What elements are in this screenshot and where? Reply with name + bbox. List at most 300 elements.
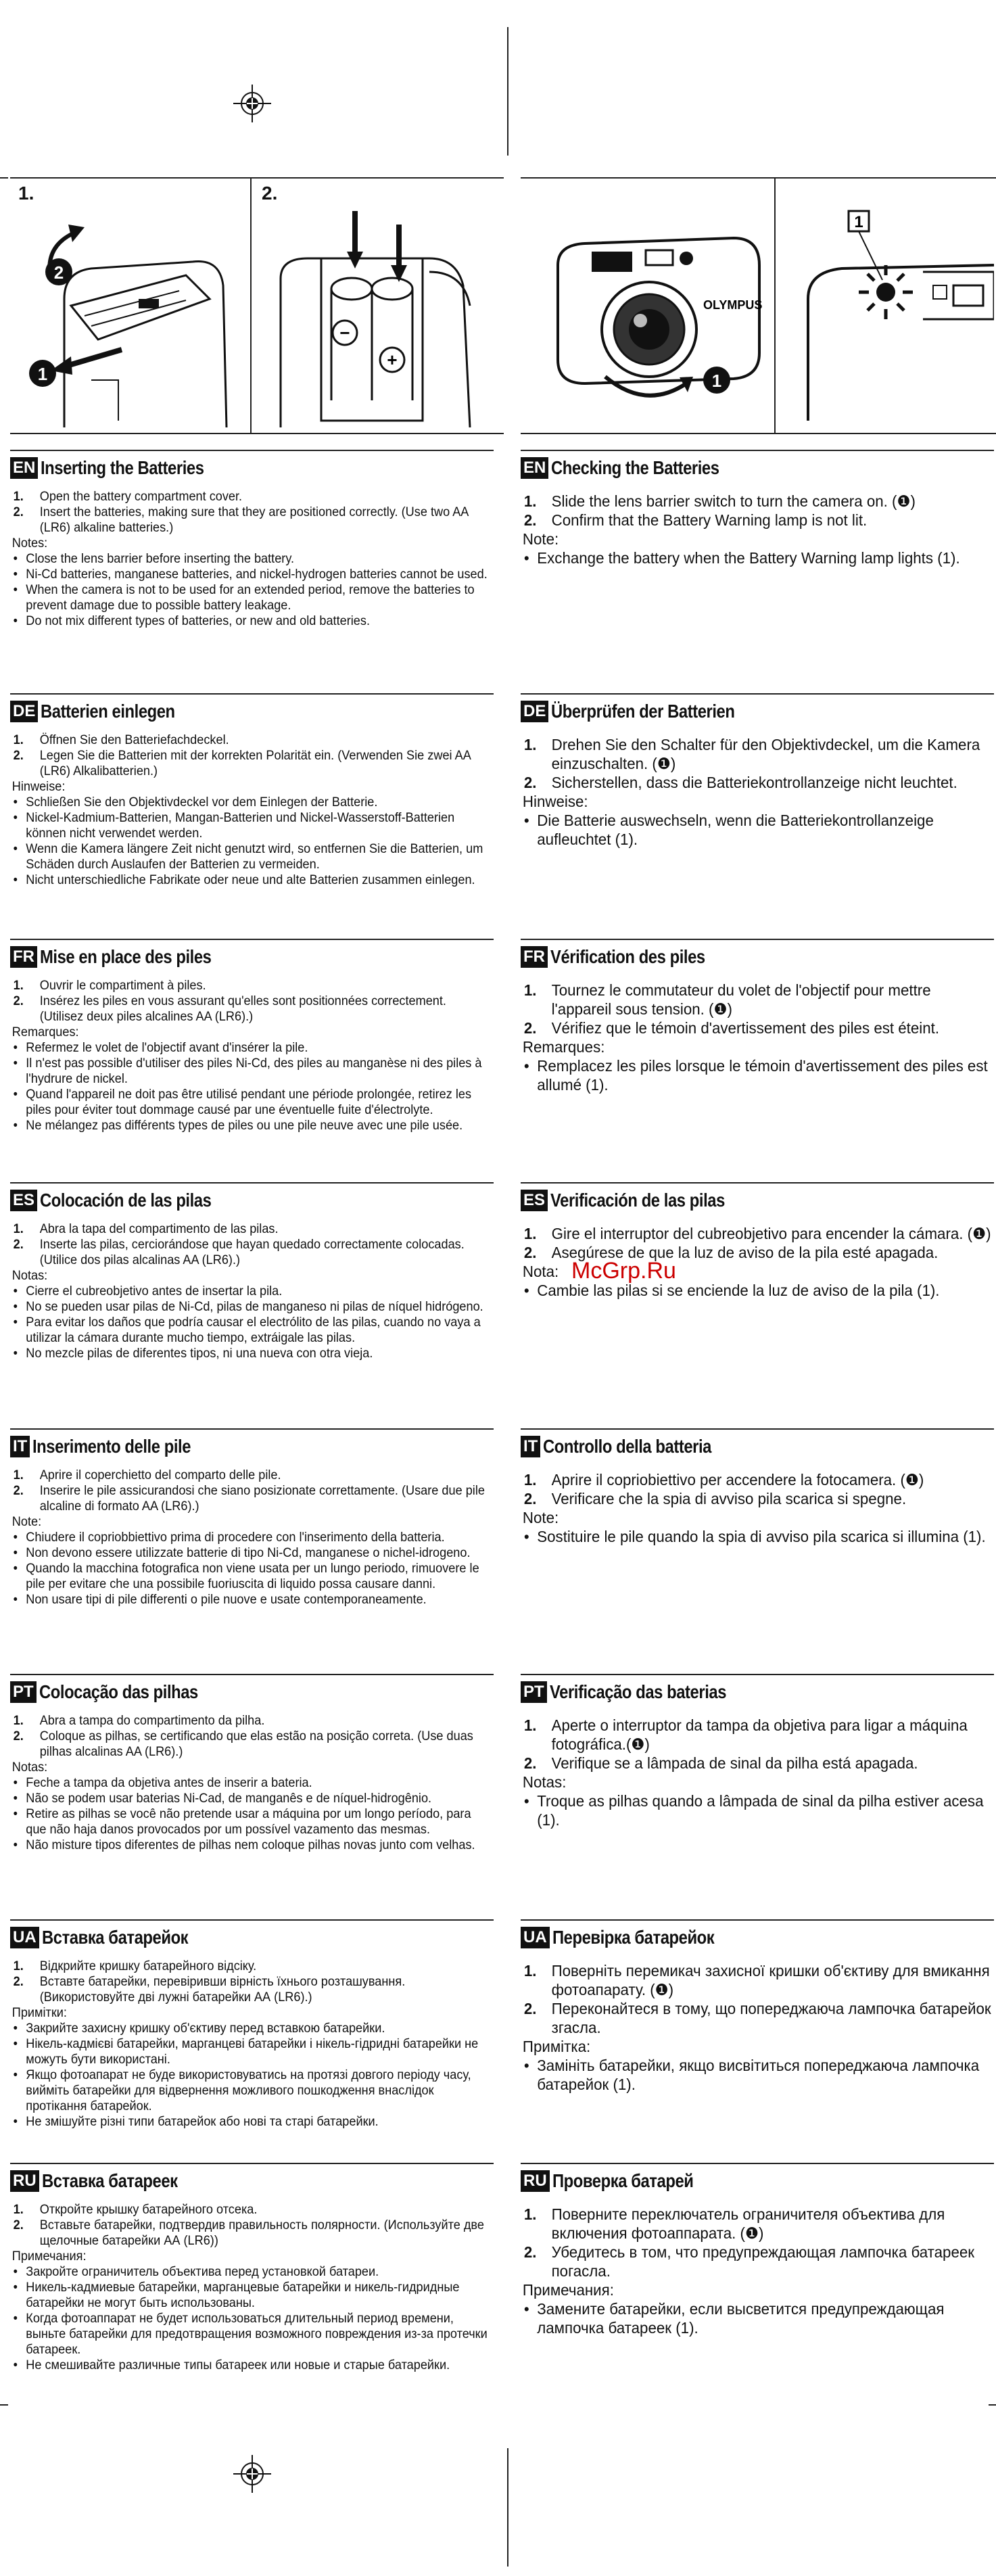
note-text: Non usare tipi di pile differenti o pile nuove e usate contemporaneamente. [26,1592,427,1607]
step-number: 2. [523,2243,537,2261]
bullet: • [13,810,18,825]
svg-text:−: − [339,323,350,343]
note-item [14,841,492,872]
section-text [521,492,993,567]
bullet: • [13,1315,18,1330]
section-left-de [10,693,494,888]
crop-mark-left [0,177,8,179]
note-text: Не змішуйте різні типи батарейок або нові та старі батарейки. [26,2114,379,2129]
notes-label: Notas: [11,1268,48,1283]
bullet: • [523,1528,529,1545]
step-item [14,505,492,536]
bullet: • [13,1284,18,1298]
step-text: Verifique se a lâmpada de sinal da pilha está apagada. [551,1754,918,1772]
step-number: 1. [13,1468,24,1482]
section-divider [10,1182,494,1184]
section-left-ru [10,2163,494,2373]
step-number: 1. [523,492,537,510]
bullet: • [13,567,18,582]
section-header [521,945,994,968]
section-title: Controllo della batteria [543,1436,712,1457]
bullet: • [13,2311,18,2326]
section-divider [10,450,494,451]
bullet: • [13,2358,18,2372]
fold-line-top [507,27,508,156]
bullet: • [523,2057,529,2074]
figure-step-2-label: 2. [262,183,278,204]
section-body [10,978,494,1133]
section-divider [10,939,494,940]
language-tag: EN [521,457,548,479]
section-header [10,1435,494,1458]
step-item [14,732,492,748]
step-text: Aperte o interruptor da tampa da objetiva para ligar a máquina fotográfica.(❶) [551,1716,968,1753]
note-item [14,2311,492,2358]
camera-front-illustration [544,218,767,421]
section-body [10,489,494,629]
bullet: • [13,2280,18,2295]
note-text: Quand l'appareil ne doit pas être utilisé pendant une période prolongée, retirez les piles pour éviter tout dommage causé par une éventuelle fuite d'électrolyte. [26,1087,472,1117]
step-text: Drehen Sie den Schalter für den Objektivdeckel, um die Kamera einzuschalten. (❶) [551,736,980,772]
note-text: Никель-кадмиевые батарейки, марганцевые батарейки и никель-гидридные батарейки не могут быть использованы. [26,2280,460,2310]
language-tag: UA [521,1927,550,1948]
notes-label: Hinweise: [11,779,66,794]
bullet: • [13,2264,18,2279]
note-text: Die Batterie auswechseln, wenn die Batteriekontrollanzeige aufleuchtet (1). [537,812,934,848]
section-body [10,1959,494,2130]
step-number: 1. [523,981,537,999]
step-text: Вставьте батарейки, подтвердив правильность полярности. (Используйте две щелочные батарейки АА (LR6)) [39,2218,484,2248]
section-header [10,1926,494,1949]
step-item [14,2202,492,2218]
step-number: 2. [523,511,537,529]
language-tag: DE [10,701,38,722]
section-body [521,981,994,1094]
section-title: Mise en place des piles [40,946,212,967]
step-number: 1. [13,1713,24,1728]
section-text [10,1468,491,1608]
step-text: Open the battery compartment cover. [39,489,243,504]
section-text [521,1716,993,1829]
notes-label: Notas: [522,1773,567,1791]
section-title: Colocação das pilhas [39,1681,198,1702]
step-item [14,2218,492,2249]
step-item [14,1221,492,1237]
bullet: • [13,841,18,856]
note-item [524,811,994,849]
step-number: 2. [13,1237,24,1252]
note-text: Do not mix different types of batteries, or new and old batteries. [26,613,370,628]
section-text [10,732,491,888]
bullet: • [523,1792,529,1810]
callout-lamp-1: 1 [854,213,863,231]
section-header [10,945,494,968]
step-item [14,1729,492,1760]
bullet: • [523,2300,529,2318]
section-title: Checking the Batteries [551,457,719,478]
note-text: No se pueden usar pilas de Ni-Cd, pilas de manganeso ni pilas de níquel hidrógeno. [26,1299,483,1314]
note-item [14,1118,492,1133]
section-text [10,489,491,629]
notes-label: Remarques: [522,1038,605,1056]
bullet: • [13,613,18,628]
step-text: Confirm that the Battery Warning lamp is not lit. [551,511,868,529]
note-item [14,2264,492,2280]
section-divider [521,1674,994,1675]
note-item [14,613,492,629]
step-text: Insérez les piles en vous assurant qu'elles sont positionnées correctement. (Utilisez deux piles alcalines AA (LR6).) [39,993,446,1024]
note-text: Refermez le volet de l'objectif avant d'insérer la pile. [26,1040,308,1055]
notes-label: Note: [522,530,559,548]
bullet: • [523,549,529,567]
section-right-fr [521,939,994,1094]
section-text [10,2202,491,2373]
step-item [524,492,994,511]
section-divider [521,1428,994,1430]
note-text: Закрийте захисну кришку об'єктиву перед вставкою батарейки. [26,2021,385,2036]
step-number: 2. [523,1754,537,1772]
bullet: • [13,2036,18,2051]
section-title: Inserting the Batteries [41,457,204,478]
step-text: Legen Sie die Batterien mit der korrekten Polarität ein. (Verwenden Sie zwei AA (LR6) Alkalibatterien.) [39,748,471,778]
section-text [521,1470,993,1546]
note-item [14,1545,492,1561]
section-title: Вставка батареек [41,2170,178,2191]
open-cover-illustration [24,204,240,427]
section-body [521,492,994,567]
step-item [14,1237,492,1268]
step-item [14,748,492,779]
bullet: • [13,2067,18,2082]
bullet: • [13,872,18,887]
bullet: • [523,1057,529,1075]
section-header [10,700,494,723]
step-number: 1. [523,736,537,753]
section-title: Verificación de las pilas [550,1190,725,1211]
note-item [14,872,492,888]
language-tag: ES [10,1190,37,1211]
note-item [14,1284,492,1299]
note-text: Закройте ограничитель объектива перед установкой батареи. [26,2264,379,2279]
section-header [10,1681,494,1704]
bullet: • [13,2114,18,2129]
section-header [10,456,494,479]
step-number: 2. [13,505,24,519]
language-tag: ES [521,1190,548,1211]
note-item [14,1299,492,1315]
note-item [14,1315,492,1346]
note-item [14,2036,492,2067]
note-text: When the camera is not to be used for an extended period, remove the batteries to prevent damage due to possible battery leakage. [26,582,475,613]
step-text: Gire el interruptor del cubreobjetivo para encender la cámara. (❶) [551,1225,991,1242]
bullet: • [13,1837,18,1852]
note-item [524,1527,994,1546]
note-text: Il n'est pas possible d'utiliser des piles Ni-Cd, des piles au manganèse ni des piles à l'hydrure de nickel. [26,1056,482,1086]
section-header [521,1435,994,1458]
bullet: • [13,1530,18,1545]
notes-label: Примітки: [11,2005,67,2020]
note-text: Ne mélangez pas différents types de piles ou une pile neuve avec une pile usée. [26,1118,463,1133]
section-header [521,456,994,479]
step-text: Aprire il coperchietto del comparto delle pile. [39,1468,281,1482]
section-text [521,2205,993,2337]
step-text: Вставте батарейки, перевіривши вірність їхнього розташування. (Використовуйте дві лужні батарейки АА (LR6).) [39,1974,406,2005]
language-tag: PT [10,1681,37,1703]
note-item [524,2056,994,2094]
step-number: 2. [523,774,537,791]
section-divider [521,2163,994,2164]
callout-2: 2 [53,262,64,283]
section-left-pt [10,1674,494,1853]
note-item [14,1346,492,1361]
step-number: 1. [523,2205,537,2223]
step-number: 1. [523,1716,537,1734]
language-tag: RU [521,2170,550,2192]
section-divider [521,450,994,451]
section-text [521,735,993,849]
language-tag: IT [10,1436,30,1457]
language-tag: DE [521,701,548,722]
note-item [14,1791,492,1806]
section-title: Inserimento delle pile [32,1436,191,1457]
step-item [14,1483,492,1514]
section-title: Проверка батарей [552,2170,694,2191]
step-text: Aprire il copriobiettivo per accendere la fotocamera. (❶) [551,1471,924,1489]
step-text: Відкрийте кришку батарейного відсіку. [39,1959,257,1973]
step-item [524,1999,994,2037]
note-text: Якщо фотоапарат не буде використовуватись на протязі довгого періоду часу, вийміть батарейки для відвернення можливого пошкодження внаслідок протікання батарейок. [26,2067,471,2113]
note-item [14,1530,492,1545]
step-number: 1. [13,1959,24,1973]
note-text: Schließen Sie den Objektivdeckel vor dem Einlegen der Batterie. [26,795,378,810]
step-text: Öffnen Sie den Batteriefachdeckel. [39,732,229,747]
language-tag: PT [521,1681,547,1703]
step-item [524,1754,994,1773]
step-number: 1. [13,2202,24,2217]
step-item [14,489,492,505]
section-title: Colocación de las pilas [40,1190,212,1211]
note-item [14,1087,492,1118]
step-number: 2. [523,2000,537,2017]
step-item [14,1974,492,2005]
section-left-en [10,450,494,629]
step-text: Переконайтеся в тому, що попереджаюча лампочка батарейок згасла. [551,2000,991,2036]
section-divider [521,693,994,695]
section-right-ru [521,2163,994,2337]
step-text: Inserire le pile assicurandosi che siano posizionate correttamente. (Usare due pile alcaline di formato AA (LR6).) [39,1483,485,1514]
bullet: • [13,1806,18,1821]
step-number: 2. [13,1974,24,1989]
step-number: 1. [13,1221,24,1236]
step-item [524,981,994,1018]
note-text: Non devono essere utilizzate batterie di tipo Ni-Cd, manganese o nichel-idrogeno. [26,1545,471,1560]
step-text: Ouvrir le compartiment à piles. [39,978,206,993]
note-item [524,548,994,567]
step-item [14,978,492,993]
note-item [14,1592,492,1608]
step-item [524,511,994,530]
step-number: 2. [13,1483,24,1498]
note-text: Замените батарейки, если высветится предупреждающая лампочка батареек (1). [537,2300,945,2337]
note-text: Замініть батарейки, якщо висвітиться попереджаюча лампочка батарейок (1). [537,2057,980,2093]
section-text [10,1221,491,1361]
step-number: 2. [523,1244,537,1261]
section-header [521,1681,994,1704]
section-right-de [521,693,994,849]
step-item [14,1959,492,1974]
note-text: Нікель-кадмієві батарейки, марганцеві батарейки і нікель-гідридні батарейки не можуть бути використані. [26,2036,479,2067]
notes-label: Notes: [11,536,48,551]
note-item [14,1040,492,1056]
step-number: 2. [13,1729,24,1743]
notes-label: Примечания: [522,2281,614,2299]
step-item [524,2243,994,2280]
note-text: No mezcle pilas de diferentes tipos, ni una nueva con otra vieja. [26,1346,373,1361]
note-item [524,2299,994,2337]
step-item [524,735,994,773]
section-header [521,1926,994,1949]
note-text: Troque as pilhas quando a lâmpada de sinal da pilha estiver acesa (1). [537,1792,984,1829]
step-item [14,1468,492,1483]
section-divider [10,1674,494,1675]
bullet: • [13,582,18,597]
note-text: Quando la macchina fotografica non viene usata per un lungo periodo, rimuovere le pile per evitare che una possibile fuoriuscita di liquido possa causare danni. [26,1561,479,1591]
section-header [521,1189,994,1212]
section-title: Überprüfen der Batterien [551,701,735,722]
step-text: Vérifiez que le témoin d'avertissement des piles est éteint. [551,1019,940,1037]
figure-area [10,177,996,434]
step-number: 1. [523,1225,537,1242]
language-tag: RU [10,2170,39,2192]
language-tag: IT [521,1436,540,1457]
step-text: Inserte las pilas, cerciorándose que hayan quedado correctamente colocadas. (Utilice dos pilas alcalinas AA (LR6).) [39,1237,465,1267]
section-title: Vérification des piles [550,946,705,967]
notes-label: Note: [522,1509,559,1526]
section-body [521,1961,994,2094]
step-text: Убедитесь в том, что предупреждающая лампочка батареек погасла. [551,2243,975,2280]
note-item [14,810,492,841]
note-text: Cambie las pilas si se enciende la luz de aviso de la pila (1). [537,1282,940,1299]
note-text: Para evitar los daños que podría causar el electrólito de las pilas, cuando no vaya a utilizar la cámara durante mucho tiempo, extráigale las pilas. [26,1315,481,1345]
notes-label: Примечания: [11,2249,87,2264]
section-text [521,981,993,1094]
step-text: Поверніть перемикач захисної кришки об'єктиву для вмикання фотоапарату. (❶) [551,1962,990,1998]
note-text: Не смешивайте различные типы батареек или новые и старые батарейки. [26,2358,450,2372]
step-text: Abra a tampa do compartimento da pilha. [39,1713,265,1728]
section-title: Вставка батарейок [41,1927,188,1948]
step-number: 2. [523,1490,537,1507]
language-tag: FR [10,946,37,968]
step-item [524,1018,994,1037]
note-item [14,2021,492,2036]
section-left-fr [10,939,494,1133]
step-text: Tournez le commutateur du volet de l'objectif pour mettre l'appareil sous tension. (❶) [551,981,931,1018]
notes-label: Remarques: [11,1025,79,1039]
section-body [10,2202,494,2373]
note-text: Когда фотоаппарат не будет использоваться длительный период времени, выньте батарейки для предотвращения возможного повреждения из-за протечки батареек. [26,2311,488,2357]
note-text: Ni-Cd batteries, manganese batteries, and nickel-hydrogen batteries cannot be used. [26,567,488,582]
note-item [14,567,492,582]
note-text: Chiudere il copriobbiettivo prima di procedere con l'inserimento della batteria. [26,1530,445,1545]
language-tag: FR [521,946,548,968]
note-item [14,2114,492,2130]
note-text: Não misture tipos diferentes de pilhas nem coloque pilhas novas junto com velhas. [26,1837,475,1852]
step-text: Coloque as pilhas, se certificando que elas estão na posição correta. (Use duas pilhas alcalinas AA (LR6).) [39,1729,473,1759]
section-header [521,2170,994,2193]
notes-label: Notas: [11,1760,48,1775]
callout-1b: 1 [711,371,722,391]
bullet: • [523,812,529,829]
bullet: • [13,1545,18,1560]
bullet: • [13,1040,18,1055]
language-tag: EN [10,457,38,479]
note-item [14,1561,492,1592]
step-item [524,1716,994,1754]
bullet: • [13,795,18,810]
registration-mark-bottom [233,2455,271,2493]
note-item [14,551,492,567]
step-text: Slide the lens barrier switch to turn the camera on. (❶) [551,492,916,510]
section-left-it [10,1428,494,1608]
bullet: • [13,1561,18,1576]
section-body [10,1713,494,1853]
insert-batteries-illustration [267,204,497,427]
section-title: Batterien einlegen [41,701,176,722]
section-text [10,1959,491,2130]
bullet: • [13,1118,18,1133]
step-number: 1. [523,1471,537,1489]
notes-label: Nota: [522,1263,559,1280]
svg-text:+: + [387,350,398,370]
step-number: 2. [13,748,24,763]
registration-mark-top [233,85,271,122]
note-text: Retire as pilhas se você não pretende usar a máquina por um longo período, para que não haja danos provocados por um possível vazamento das mesmas. [26,1806,471,1837]
section-title: Verificação das baterias [549,1681,726,1702]
step-item [524,2205,994,2243]
note-item [14,795,492,810]
step-number: 1. [13,978,24,993]
section-divider [521,939,994,940]
step-item [14,993,492,1025]
section-divider [10,693,494,695]
section-header [521,700,994,723]
section-text [10,978,491,1133]
section-body [10,1468,494,1608]
section-body [521,735,994,849]
step-text: Insert the batteries, making sure that they are positioned correctly. (Use two AA (LR6) alkaline batteries.) [39,505,469,535]
step-number: 1. [13,732,24,747]
note-item [524,1792,994,1829]
step-number: 2. [523,1019,537,1037]
step-number: 1. [523,1962,537,1980]
note-text: Não se podem usar baterias Ni-Cad, de manganês e de níquel-hidrogênio. [26,1791,432,1806]
section-title: Перевірка батарейок [552,1927,714,1948]
section-divider [521,1182,994,1184]
crop-mark-right-bottom [989,2404,996,2406]
watermark: McGrp.Ru [571,1258,676,1284]
bullet: • [13,1592,18,1607]
camera-brand: OLYMPUS [703,298,763,312]
note-text: Exchange the battery when the Battery Warning lamp lights (1). [537,549,960,567]
note-text: Sostituire le pile quando la spia di avviso pila scarica si illumina (1). [537,1528,986,1545]
step-text: Откройте крышку батарейного отсека. [39,2202,258,2217]
bullet: • [13,1087,18,1102]
language-tag: UA [10,1927,39,1948]
section-divider [10,2163,494,2164]
crop-mark-left-bottom [0,2404,8,2406]
note-item [14,2067,492,2114]
note-item [14,1806,492,1837]
